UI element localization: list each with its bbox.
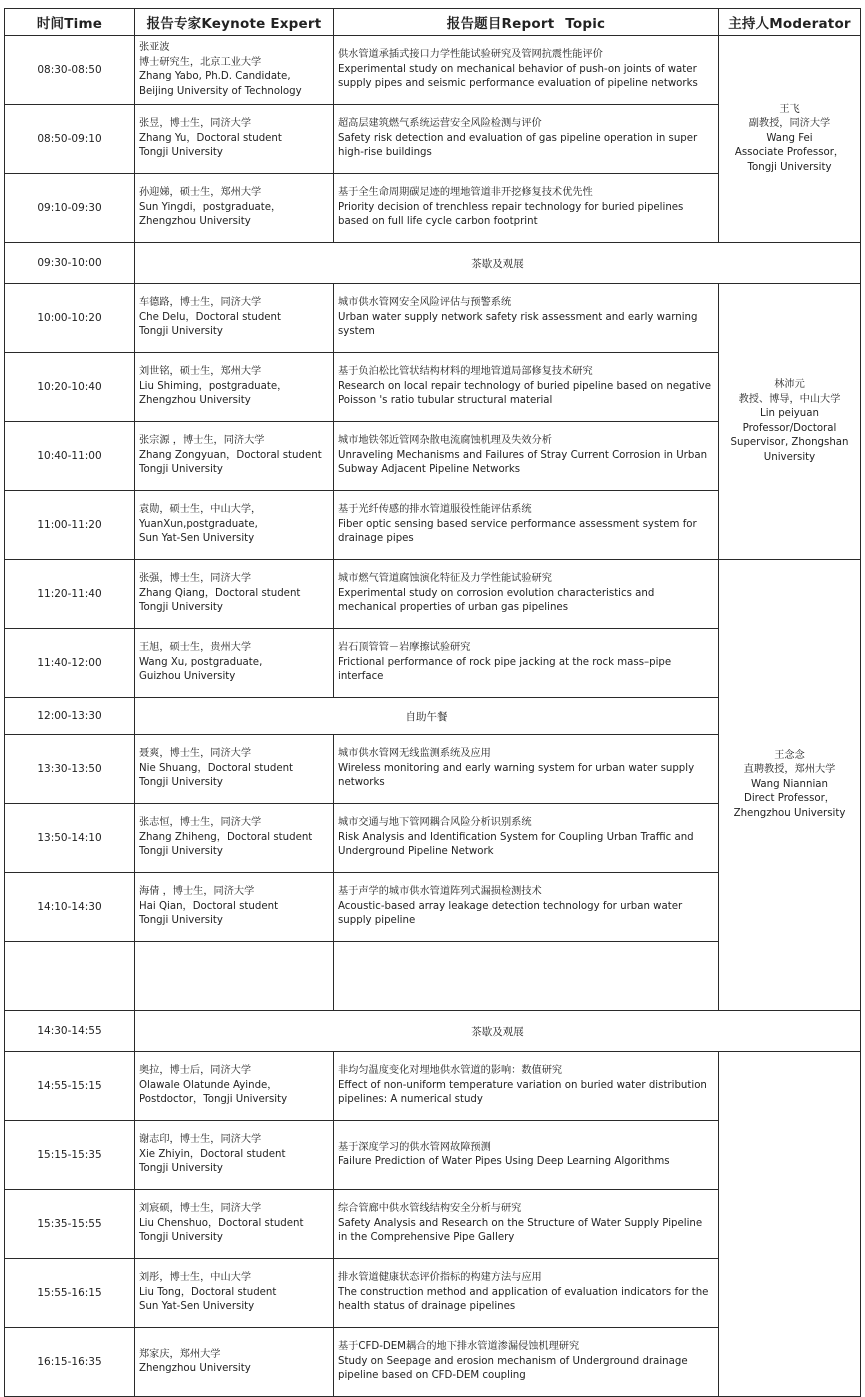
- speaker-cell: [135, 873, 334, 942]
- speaker-line: Postdoctor，Tongji University: [139, 1094, 288, 1106]
- topic-zh: 城市供水管网安全风险评估与预警系统: [338, 297, 512, 309]
- moderator-line: Direct Professor，: [744, 793, 835, 805]
- time-cell: 11:40-12:00: [5, 629, 135, 698]
- speaker-line: 刘彤，博士生，中山大学: [139, 1272, 252, 1284]
- topic-zh: 基于深度学习的供水管网故障预测: [338, 1141, 491, 1153]
- topic-cell: [334, 1328, 719, 1397]
- topic-en: Safety Analysis and Research on the Structure of Water Supply Pipeline in the Comprehensive Pipe Gallery: [338, 1217, 703, 1244]
- topic-en: The construction method and application of evaluation indicators for the health status of drainage pipelines: [338, 1286, 709, 1313]
- speaker-cell: [135, 1259, 334, 1328]
- time-cell: 13:30-13:50: [5, 735, 135, 804]
- topic-en: Study on Seepage and erosion mechanism of Underground drainage pipeline based on CFD-DEM coupling: [338, 1355, 688, 1382]
- topic-cell: [334, 1121, 719, 1190]
- topic-cell: [334, 422, 719, 491]
- speaker-cell: [135, 284, 334, 353]
- topic-cell: [334, 491, 719, 560]
- speaker-cell: [135, 174, 334, 243]
- speaker-line: Zhang Yu，Doctoral student: [139, 132, 282, 144]
- speaker-line: Tongji University: [139, 846, 223, 858]
- moderator-line: 教授、博导，中山大学: [738, 393, 841, 405]
- topic-zh: 供水管道承插式接口力学性能试验研究及管网抗震性能评价: [338, 49, 603, 61]
- speaker-cell: [135, 1052, 334, 1121]
- topic-zh: 基于声学的城市供水管道阵列式漏损检测技术: [338, 886, 542, 898]
- speaker-line: 张宗源 ，博士生，同济大学: [139, 435, 265, 447]
- topic-cell: [334, 560, 719, 629]
- topic-zh: 基于负泊松比管状结构材料的埋地管道局部修复技术研究: [338, 366, 593, 378]
- time-cell: 14:10-14:30: [5, 873, 135, 942]
- moderator-cell: [719, 284, 861, 560]
- speaker-line: Tongji University: [139, 915, 223, 927]
- topic-cell: [334, 804, 719, 873]
- moderator-line: 副教授，同济大学: [748, 118, 831, 130]
- topic-en: Experimental study on corrosion evolution characteristics and mechanical properties of urban gas pipelines: [338, 587, 655, 614]
- speaker-cell: [135, 105, 334, 174]
- speaker-line: 海倩 ，博士生，同济大学: [139, 886, 255, 898]
- topic-en: Failure Prediction of Water Pipes Using Deep Learning Algorithms: [338, 1156, 670, 1167]
- topic-zh: 城市供水管网无线监测系统及应用: [338, 748, 491, 760]
- speaker-cell: [135, 353, 334, 422]
- break-row: [5, 1011, 861, 1052]
- topic-zh: 城市地铁邻近管网杂散电流腐蚀机理及失效分析: [338, 435, 552, 447]
- speaker-line: 张亚波: [139, 42, 170, 53]
- speaker-line: Guizhou University: [139, 671, 236, 683]
- time-cell: 14:30-14:55: [5, 1011, 135, 1052]
- speaker-cell: [135, 735, 334, 804]
- speaker-cell: [135, 422, 334, 491]
- topic-zh: 基于CFD-DEM耦合的地下排水管道渗漏侵蚀机理研究: [338, 1341, 580, 1353]
- speaker-line: Xie Zhiyin，Doctoral student: [139, 1148, 286, 1160]
- moderator-line: 直聘教授，郑州大学: [743, 764, 836, 776]
- time-cell: 08:30-08:50: [5, 36, 135, 105]
- speaker-line: YuanXun,postgraduate,: [139, 518, 258, 530]
- table-row: [5, 560, 861, 629]
- topic-en: Urban water supply network safety risk assessment and early warning system: [338, 311, 698, 338]
- moderator-line: 王念念: [774, 749, 805, 761]
- topic-cell: [334, 105, 719, 174]
- topic-zh: 非均匀温度变化对埋地供水管道的影响：数值研究: [338, 1065, 563, 1077]
- time-cell: 08:50-09:10: [5, 105, 135, 174]
- speaker-line: Nie Shuang，Doctoral student: [139, 762, 294, 774]
- topic-zh: 排水管道健康状态评价指标的构建方法与应用: [338, 1272, 542, 1284]
- speaker-line: Zhengzhou University: [139, 395, 251, 407]
- speaker-line: 车德路，博士生，同济大学: [139, 297, 262, 309]
- speaker-line: Tongji University: [139, 777, 223, 789]
- time-cell: 09:30-10:00: [5, 243, 135, 284]
- speaker-cell: [135, 491, 334, 560]
- break-label: 茶歇及观展: [135, 1011, 861, 1052]
- speaker-line: 奥拉，博士后，同济大学: [139, 1065, 252, 1077]
- speaker-line: 王旭，硕士生，贵州大学: [139, 642, 252, 654]
- moderator-line: Supervisor, Zhongshan: [730, 437, 849, 448]
- topic-zh: 城市燃气管道腐蚀演化特征及力学性能试验研究: [338, 573, 552, 585]
- speaker-line: Tongji University: [139, 1163, 223, 1175]
- speaker-cell: [135, 804, 334, 873]
- speaker-line: 刘宸硕，博士生，同济大学: [139, 1203, 262, 1215]
- schedule-table: [4, 8, 861, 1397]
- header-topic: 报告题目Report Topic: [334, 9, 719, 36]
- topic-zh: 基于光纤传感的排水管道服役性能评估系统: [338, 504, 532, 516]
- speaker-line: 张志恒，博士生，同济大学: [139, 817, 262, 829]
- time-cell: [5, 942, 135, 1011]
- topic-en: Acoustic-based array leakage detection technology for urban water supply pipeline: [338, 900, 683, 927]
- time-cell: 16:15-16:35: [5, 1328, 135, 1397]
- topic-cell: [334, 174, 719, 243]
- speaker-line: Zhang Zhiheng，Doctoral student: [139, 831, 313, 843]
- speaker-line: Tongji University: [139, 326, 223, 338]
- table-row: [5, 1052, 861, 1121]
- topic-en: Fiber optic sensing based service performance assessment system for drainage pipes: [338, 518, 697, 545]
- speaker-cell: [135, 942, 334, 1011]
- header-moderator: 主持人Moderator: [719, 9, 861, 36]
- time-cell: 11:00-11:20: [5, 491, 135, 560]
- moderator-line: Lin peiyuan: [760, 408, 819, 419]
- speaker-line: Sun Yat-Sen University: [139, 1301, 255, 1313]
- speaker-line: Hai Qian，Doctoral student: [139, 900, 279, 912]
- time-cell: 10:00-10:20: [5, 284, 135, 353]
- speaker-line: 孙迎娣，硕士生，郑州大学: [139, 187, 262, 199]
- time-cell: 15:55-16:15: [5, 1259, 135, 1328]
- topic-cell: [334, 735, 719, 804]
- time-cell: 10:20-10:40: [5, 353, 135, 422]
- speaker-line: 刘世铭，硕士生，郑州大学: [139, 366, 262, 378]
- moderator-line: University: [763, 451, 816, 463]
- header-row: [5, 9, 861, 36]
- moderator-line: Tongji University: [747, 161, 832, 173]
- moderator-line: Wang Fei: [766, 132, 813, 144]
- speaker-cell: [135, 1190, 334, 1259]
- topic-en: Frictional performance of rock pipe jacking at the rock mass–pipe interface: [338, 656, 672, 683]
- topic-cell: [334, 284, 719, 353]
- topic-en: Safety risk detection and evaluation of gas pipeline operation in super high-rise buildings: [338, 132, 698, 159]
- speaker-line: Tongji University: [139, 147, 223, 159]
- moderator-cell: [719, 1052, 861, 1397]
- moderator-line: Associate Professor，: [734, 147, 845, 159]
- topic-zh: 城市交通与地下管网耦合风险分析识别系统: [338, 817, 532, 829]
- speaker-line: 聂爽，博士生，同济大学: [139, 748, 252, 760]
- time-cell: 13:50-14:10: [5, 804, 135, 873]
- topic-cell: [334, 353, 719, 422]
- speaker-line: Sun Yat-Sen University: [139, 533, 255, 545]
- speaker-cell: [135, 629, 334, 698]
- table-row: [5, 36, 861, 105]
- topic-en: Unraveling Mechanisms and Failures of Stray Current Corrosion in Urban Subway Adjacent Pipeline Networks: [338, 449, 708, 476]
- speaker-line: 郑家庆，郑州大学: [139, 1348, 221, 1360]
- speaker-line: 张强，博士生，同济大学: [139, 573, 252, 585]
- speaker-line: Beijing University of Technology: [139, 85, 302, 97]
- time-cell: 15:35-15:55: [5, 1190, 135, 1259]
- moderator-line: Wang Niannian: [751, 778, 828, 790]
- speaker-line: Zhang Zongyuan，Doctoral student: [139, 449, 322, 461]
- speaker-cell: [135, 36, 334, 105]
- topic-zh: 超高层建筑燃气系统运营安全风险检测与评价: [338, 118, 542, 130]
- topic-en: Priority decision of trenchless repair technology for buried pipelines based on full life cycle carbon footprint: [338, 201, 684, 228]
- speaker-line: Liu Tong，Doctoral student: [139, 1286, 277, 1298]
- speaker-line: 袁勋，硕士生，中山大学，: [139, 504, 262, 516]
- topic-cell: [334, 1052, 719, 1121]
- speaker-line: Zhengzhou University: [139, 216, 251, 228]
- speaker-line: 博士研究生，北京工业大学: [139, 56, 262, 68]
- topic-en: Wireless monitoring and early warning system for urban water supply networks: [338, 762, 695, 789]
- speaker-line: Tongji University: [139, 602, 223, 614]
- moderator-line: 林沛元: [774, 379, 805, 390]
- speaker-line: Sun Yingdi，postgraduate，: [139, 201, 282, 213]
- speaker-line: 谢志印，博士生，同济大学: [139, 1134, 262, 1146]
- speaker-line: Olawale Olatunde Ayinde，: [139, 1079, 278, 1091]
- topic-cell: [334, 1190, 719, 1259]
- time-cell: 09:10-09:30: [5, 174, 135, 243]
- speaker-line: Tongji University: [139, 1232, 223, 1244]
- moderator-cell: [719, 560, 861, 1011]
- topic-zh: 综合管廊中供水管线结构安全分析与研究: [338, 1203, 522, 1215]
- topic-cell: [334, 36, 719, 105]
- topic-en: Research on local repair technology of buried pipeline based on negative Poisson 's ratio tubular structural material: [338, 380, 711, 407]
- moderator-line: Professor/Doctoral: [742, 422, 837, 434]
- table-row: [5, 284, 861, 353]
- topic-cell: [334, 942, 719, 1011]
- time-cell: 11:20-11:40: [5, 560, 135, 629]
- header-time: 时间Time: [5, 9, 135, 36]
- speaker-line: 张昱，博士生，同济大学: [139, 118, 252, 130]
- speaker-line: Zhang Qiang，Doctoral student: [139, 587, 301, 599]
- break-row: [5, 243, 861, 284]
- time-cell: 12:00-13:30: [5, 698, 135, 735]
- topic-cell: [334, 1259, 719, 1328]
- time-cell: 10:40-11:00: [5, 422, 135, 491]
- speaker-line: Liu Shiming，postgraduate，: [139, 380, 288, 392]
- break-label: 茶歇及观展: [135, 243, 861, 284]
- moderator-line: 王飞: [779, 103, 800, 115]
- header-speaker: 报告专家Keynote Expert: [135, 9, 334, 36]
- topic-cell: [334, 629, 719, 698]
- time-cell: 15:15-15:35: [5, 1121, 135, 1190]
- break-label: 自助午餐: [135, 698, 719, 735]
- topic-en: Experimental study on mechanical behavior of push-on joints of water supply pipes and seismic performance evaluation of pipeline networks: [338, 63, 698, 90]
- time-cell: 14:55-15:15: [5, 1052, 135, 1121]
- speaker-line: Zhang Yabo, Ph.D. Candidate,: [139, 71, 291, 82]
- speaker-line: Wang Xu, postgraduate,: [139, 656, 263, 668]
- topic-zh: 基于全生命周期碳足迹的埋地管道非开挖修复技术优先性: [338, 187, 593, 199]
- speaker-line: Zhengzhou University: [139, 1363, 251, 1374]
- topic-zh: 岩石顶管管－岩摩擦试验研究: [338, 642, 471, 654]
- topic-en: Risk Analysis and Identification System for Coupling Urban Traffic and Underground Pipeline Network: [338, 831, 694, 858]
- moderator-cell: [719, 36, 861, 243]
- speaker-line: Liu Chenshuo，Doctoral student: [139, 1217, 304, 1229]
- moderator-line: Zhengzhou University: [733, 807, 846, 819]
- topic-en: Effect of non-uniform temperature variation on buried water distribution pipelines: A numerical study: [338, 1079, 707, 1106]
- speaker-cell: [135, 1121, 334, 1190]
- speaker-cell: [135, 1328, 334, 1397]
- speaker-line: Che Delu，Doctoral student: [139, 311, 282, 323]
- speaker-line: Tongji University: [139, 464, 223, 476]
- topic-cell: [334, 873, 719, 942]
- speaker-cell: [135, 560, 334, 629]
